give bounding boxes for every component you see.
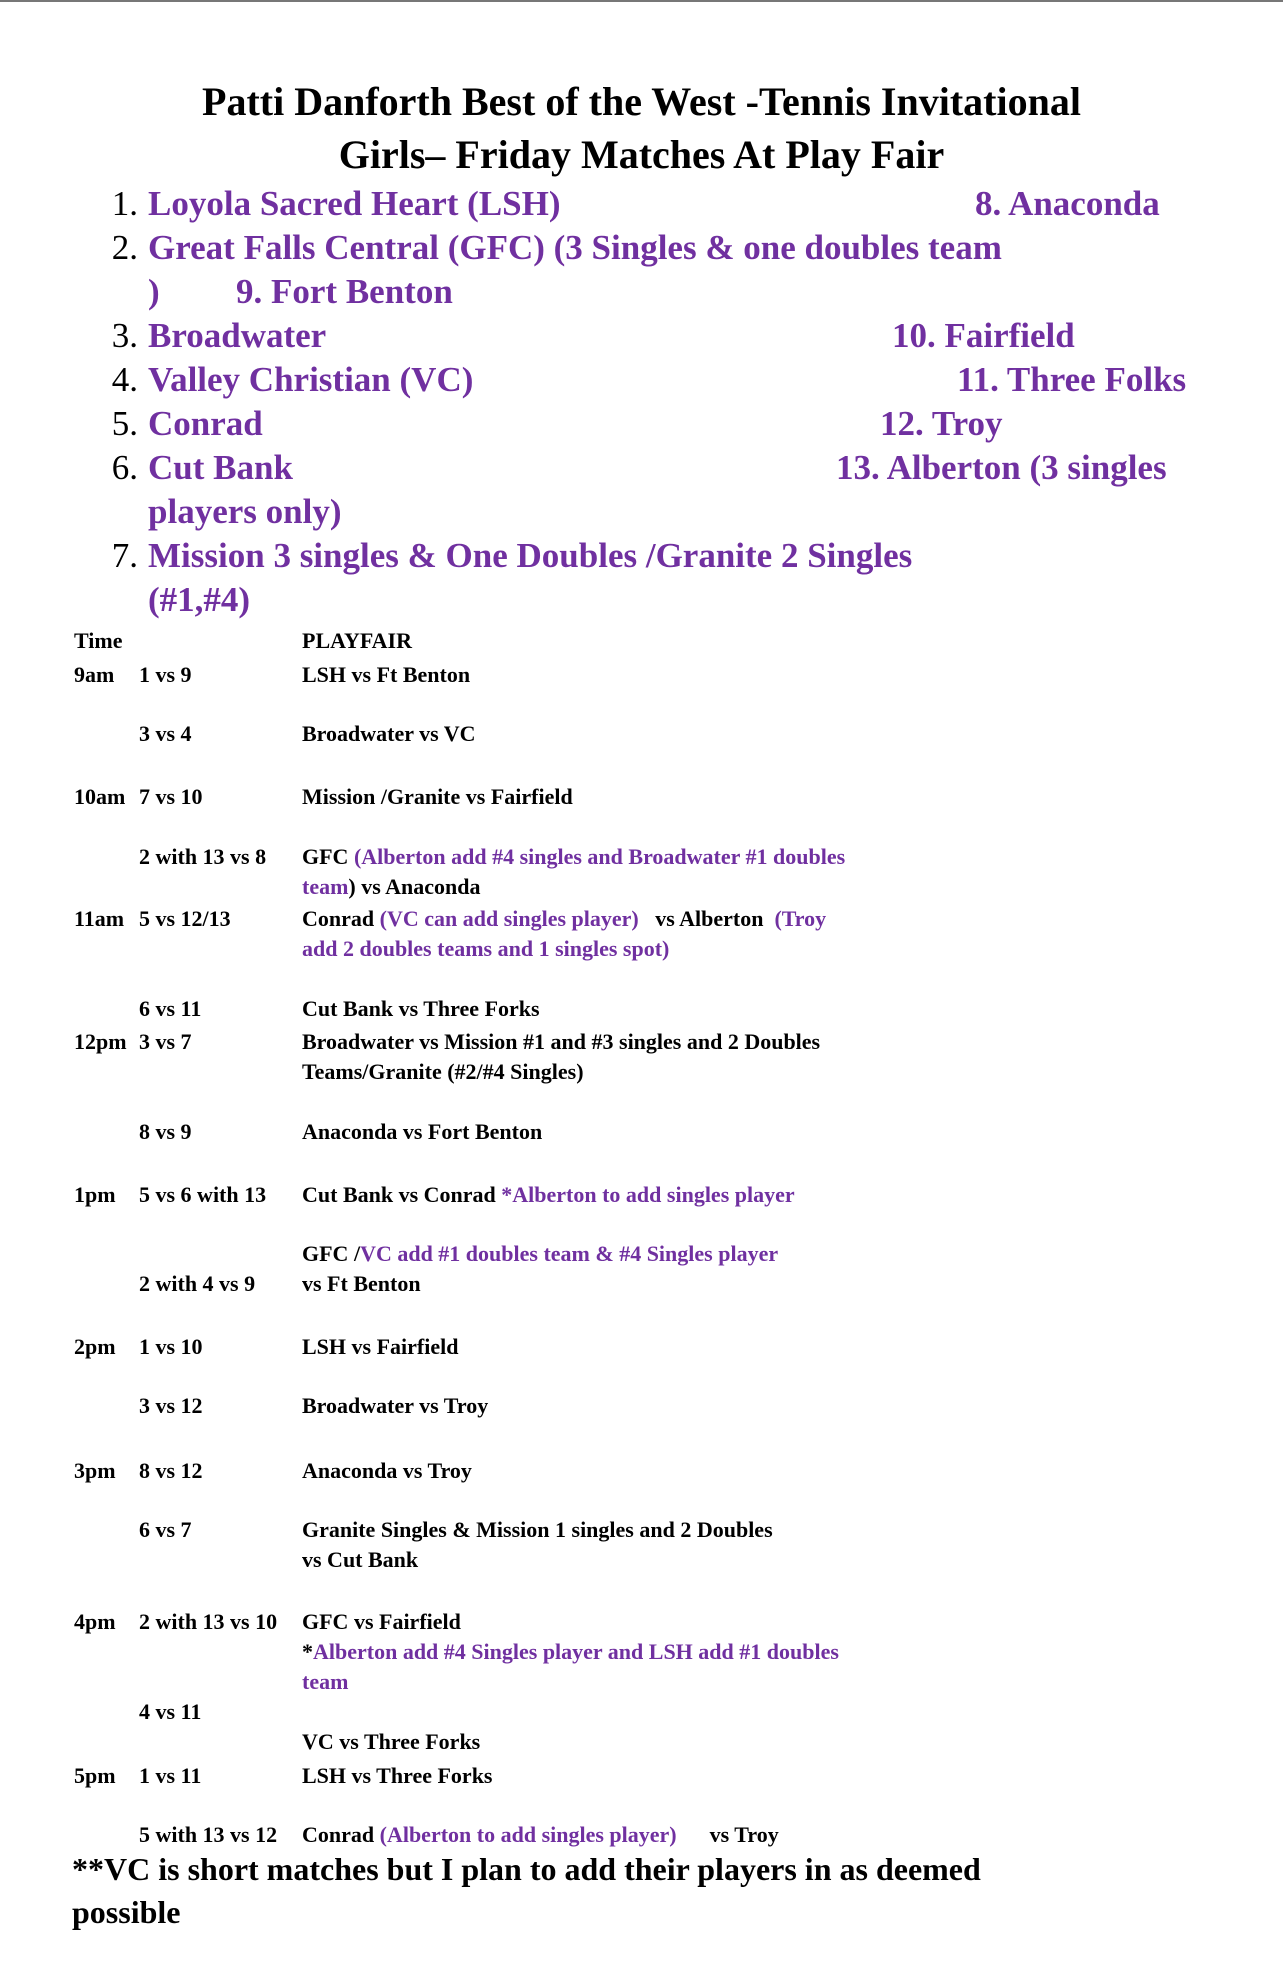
team-number: 4. — [111, 360, 138, 399]
match-note: team — [302, 874, 349, 899]
time-slot: 3pm — [74, 1458, 116, 1483]
match-number: 8 vs 9 — [139, 1119, 192, 1144]
match-team: GFC — [302, 844, 349, 869]
match-number: 8 vs 12 — [139, 1458, 203, 1483]
match-number: 3 vs 7 — [139, 1029, 192, 1054]
match-note: (VC can add singles player) — [379, 906, 639, 931]
top-border — [0, 0, 1283, 2]
time-slot: 2pm — [74, 1334, 116, 1359]
team-13: 13. Alberton (3 singles — [836, 448, 1167, 487]
team-7-continued: (#1,#4) — [148, 580, 251, 619]
time-slot: 11am — [74, 906, 125, 931]
match-description: VC vs Three Forks — [302, 1729, 481, 1754]
team-3: Broadwater — [148, 316, 327, 355]
team-13-continued: players only) — [148, 492, 342, 531]
match-number: 5 vs 12/13 — [139, 906, 231, 931]
match-note: add 2 doubles teams and 1 singles spot) — [302, 936, 670, 961]
time-slot: 5pm — [74, 1763, 116, 1788]
time-slot: 4pm — [74, 1609, 116, 1634]
team-number: 1. — [111, 184, 138, 223]
page-subtitle: Girls– Friday Matches At Play Fair — [338, 132, 945, 177]
match-description — [302, 1239, 778, 1269]
match-description — [302, 1820, 779, 1850]
page-title: Patti Danforth Best of the West -Tennis Invitational — [202, 79, 1081, 124]
match-number: 1 vs 9 — [139, 662, 192, 687]
match-number: 6 vs 11 — [139, 996, 202, 1021]
match-description — [302, 904, 826, 934]
team-2: Great Falls Central (GFC) (3 Singles & one doubles team — [148, 228, 1002, 267]
match-description: Broadwater vs VC — [302, 721, 476, 746]
match-note: (Troy — [774, 906, 827, 931]
footer-note-continued: possible — [72, 1894, 181, 1930]
match-description-continued: Teams/Granite (#2/#4 Singles) — [302, 1059, 584, 1084]
team-12: 12. Troy — [880, 404, 1003, 443]
venue-column-header: PLAYFAIR — [302, 628, 413, 653]
match-note — [302, 1637, 839, 1667]
match-description-continued: vs Cut Bank — [302, 1547, 419, 1572]
match-team: Conrad — [302, 1822, 375, 1847]
match-note: (Alberton to add singles player) — [379, 1822, 677, 1847]
match-number: 2 with 4 vs 9 — [139, 1271, 256, 1296]
team-11: 11. Three Folks — [957, 360, 1187, 399]
match-note-text: Alberton add #4 Singles player and LSH add #1 doubles — [313, 1639, 839, 1664]
match-description: Anaconda vs Fort Benton — [302, 1119, 543, 1144]
match-team: ) vs Anaconda — [348, 874, 481, 899]
match-description: LSH vs Three Forks — [302, 1763, 493, 1788]
match-number: 2 with 13 vs 8 — [139, 844, 267, 869]
time-slot: 9am — [74, 662, 115, 687]
team-1: Loyola Sacred Heart (LSH) — [148, 184, 561, 223]
team-7: Mission 3 singles & One Doubles /Granite 2 Singles — [148, 536, 913, 575]
match-note: VC add #1 doubles team & #4 Singles player — [360, 1241, 779, 1266]
match-description: Mission /Granite vs Fairfield — [302, 784, 573, 809]
match-number: 1 vs 11 — [139, 1763, 202, 1788]
match-number: 5 vs 6 with 13 — [139, 1182, 267, 1207]
match-description: Cut Bank vs Three Forks — [302, 996, 540, 1021]
match-team: Conrad — [302, 906, 375, 931]
match-description — [302, 842, 845, 872]
match-number: 1 vs 10 — [139, 1334, 203, 1359]
match-number: 4 vs 11 — [139, 1699, 202, 1724]
footer-note: **VC is short matches but I plan to add their players in as deemed — [72, 1851, 981, 1887]
match-note: (Alberton add #4 singles and Broadwater #1 doubles — [353, 844, 846, 869]
match-description: Anaconda vs Troy — [302, 1458, 472, 1483]
team-8: 8. Anaconda — [975, 184, 1160, 223]
team-number: 3. — [111, 316, 138, 355]
team-10: 10. Fairfield — [892, 316, 1075, 355]
team-4: Valley Christian (VC) — [148, 360, 474, 399]
match-note: *Alberton to add singles player — [501, 1182, 795, 1207]
match-team: GFC / — [302, 1241, 361, 1266]
team-number: 6. — [111, 448, 138, 487]
team-5: Conrad — [148, 404, 263, 443]
match-description: LSH vs Fairfield — [302, 1334, 459, 1359]
team-9: 9. Fort Benton — [236, 272, 453, 311]
match-team: vs Troy — [709, 1822, 779, 1847]
time-column-header: Time — [74, 628, 123, 653]
match-description-continued: vs Ft Benton — [302, 1271, 421, 1296]
match-number: 2 with 13 vs 10 — [139, 1609, 278, 1634]
match-number: 7 vs 10 — [139, 784, 203, 809]
match-description: Broadwater vs Mission #1 and #3 singles and 2 Doubles — [302, 1029, 821, 1054]
match-note-continued: team — [302, 1669, 349, 1694]
match-number: 6 vs 7 — [139, 1517, 192, 1542]
match-description — [302, 1180, 795, 1210]
team-number: 7. — [111, 536, 138, 575]
asterisk: * — [302, 1639, 313, 1664]
time-slot: 1pm — [74, 1182, 116, 1207]
team-number: 2. — [111, 228, 138, 267]
match-team: Cut Bank vs Conrad — [302, 1182, 496, 1207]
team-6: Cut Bank — [148, 448, 293, 487]
time-slot: 10am — [74, 784, 126, 809]
team-number: 5. — [111, 404, 138, 443]
team-2-continued: ) — [148, 272, 160, 311]
match-number: 5 with 13 vs 12 — [139, 1822, 278, 1847]
time-slot: 12pm — [74, 1029, 127, 1054]
match-description: Broadwater vs Troy — [302, 1393, 489, 1418]
match-number: 3 vs 4 — [139, 721, 192, 746]
match-team: vs Alberton — [655, 906, 764, 931]
match-description: GFC vs Fairfield — [302, 1609, 461, 1634]
match-description: Granite Singles & Mission 1 singles and 2 Doubles — [302, 1517, 773, 1542]
match-number: 3 vs 12 — [139, 1393, 203, 1418]
match-description-continued — [302, 872, 480, 902]
match-description: LSH vs Ft Benton — [302, 662, 471, 687]
